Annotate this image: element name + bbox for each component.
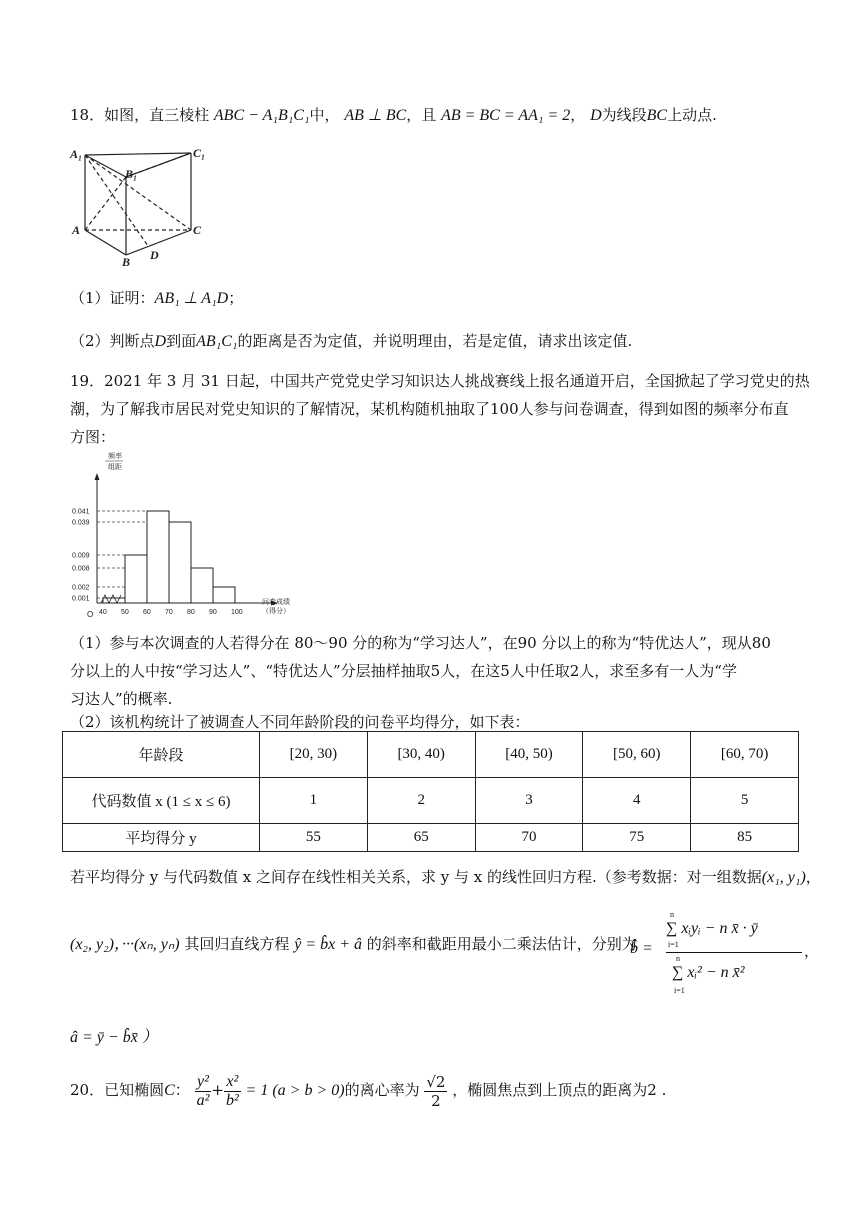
table-cell: [20, 30)	[260, 732, 368, 778]
eccentricity-fraction	[424, 1073, 447, 1110]
formula-comma: ，	[804, 944, 820, 960]
q19-pairs: (x₂, y₂)，···(xₙ, yₙ)	[70, 936, 180, 953]
y-label-top: 频率	[108, 453, 122, 460]
label-b1: B₁	[125, 167, 138, 181]
q18-part1-prefix: （1）证明：	[70, 289, 155, 307]
y-tick-label: 0.041	[72, 508, 90, 516]
b-hat-label: b̂ =	[630, 940, 653, 957]
q20-mid: 的离心率为	[344, 1081, 420, 1099]
q19-a-hat	[70, 1026, 158, 1049]
histogram-bar	[191, 568, 213, 603]
table-cell: [30, 40)	[367, 732, 475, 778]
y-squared: y²	[195, 1073, 212, 1092]
q19-line3: 方图：	[70, 428, 116, 446]
x-label-top: 问卷成绩	[262, 599, 290, 606]
x-tick-label: 90	[209, 609, 217, 616]
label-d: D	[150, 248, 159, 262]
table-cell: [40, 50)	[475, 732, 583, 778]
x-tick-label: 40	[99, 609, 107, 616]
histogram-bar	[103, 598, 125, 603]
x-label-bottom: （得分）	[262, 608, 290, 615]
table-cell: [50, 60)	[583, 732, 691, 778]
fraction-denominator	[672, 954, 802, 998]
a-hat-formula: â = ȳ − b̂x̄ ）	[70, 1029, 158, 1046]
q19-pair-1: (x₁, y₁)	[761, 869, 806, 886]
table-cell: 3	[475, 778, 583, 824]
y-tick-label: 0.002	[72, 584, 90, 592]
histogram-bar	[213, 587, 235, 603]
q20-ellipse-name: C	[164, 1082, 175, 1099]
x-squared: x²	[224, 1073, 241, 1092]
age-score-table	[62, 731, 799, 852]
q18-text: 上动点.	[667, 106, 717, 124]
table-cell: 1	[260, 778, 368, 824]
q18-equation: AB = BC = AA₁ = 2	[441, 107, 571, 124]
x-tick-label: 70	[165, 609, 173, 616]
q18-perp: AB ⊥ BC	[344, 107, 407, 124]
q19-line2: 潮，为了解我市居民对党史知识的了解情况，某机构随机抽取了100人参与问卷调查，得到如图的频率分布直	[70, 400, 789, 418]
q18-part2-suffix: 的距离是否为定值，并说明理由，若是定值，请求出该定值.	[237, 332, 633, 350]
fraction-numerator	[666, 910, 802, 953]
q18-text: 为线段	[601, 106, 647, 124]
q18-part1-math: AB₁ ⊥ A₁D	[154, 290, 229, 307]
q20-colon: ：	[174, 1081, 190, 1099]
table-cell: 75	[583, 824, 691, 852]
sum-upper-limit: n	[676, 954, 680, 963]
x-fraction	[224, 1073, 241, 1110]
q18-stem	[70, 104, 717, 127]
q18-text: ，	[570, 106, 586, 124]
q20-rhs: = 1 (a > b > 0)	[245, 1082, 345, 1099]
label-c: C	[193, 223, 202, 237]
table-row	[63, 732, 799, 778]
sum-lower-limit: i=1	[668, 940, 679, 949]
table-cell: 4	[583, 778, 691, 824]
table-cell: 65	[367, 824, 475, 852]
q18-segment: BC	[646, 107, 668, 124]
table-header-cell: 代码数值 x (1 ≤ x ≤ 6)	[63, 778, 260, 824]
x-tick-label: 60	[143, 609, 151, 616]
q19-regression-intro	[70, 866, 821, 889]
q19-formula-text-a: 其回归直线方程	[184, 935, 290, 953]
prism-figure	[68, 145, 218, 267]
origin-label: O	[87, 610, 94, 619]
y-tick-label: 0.001	[72, 595, 90, 603]
q19-part2: （2）该机构统计了被调查人不同年龄阶段的问卷平均得分，如下表：	[70, 713, 530, 731]
x-tick-label: 100	[231, 609, 243, 616]
b-hat-formula	[630, 904, 820, 1000]
q19-formula-text-b: 的斜率和截距用最小二乘法估计，分别为	[366, 935, 637, 953]
q18-text: ，且	[406, 106, 437, 124]
y-tick-label: 0.008	[72, 565, 90, 573]
table-cell: 5	[691, 778, 799, 824]
y-label-bottom: 组距	[108, 464, 122, 471]
q18-part2-prefix: （2）判断点	[70, 332, 155, 350]
table-row	[63, 824, 799, 852]
table-header-cell: 年龄段	[63, 732, 260, 778]
frequency-histogram	[68, 450, 328, 622]
q18-part2	[70, 330, 632, 353]
y-tick-label: 0.039	[72, 519, 90, 527]
label-b: B	[122, 255, 131, 267]
q18-part2-mid: 到面	[166, 332, 197, 350]
histogram-bar	[147, 511, 169, 603]
table-cell: 2	[367, 778, 475, 824]
label-a: A	[72, 223, 81, 237]
q18-point: D	[590, 107, 602, 124]
table-row	[63, 778, 799, 824]
table-header-cell: 平均得分 y	[63, 824, 260, 852]
q19-formula-line	[70, 930, 637, 959]
a-squared: a²	[196, 1091, 210, 1109]
q19-line1: 19．2021 年 3 月 31 日起，中国共产党党史学习知识达人挑战赛线上报名通道开启，全国掀起了学习党史的热	[70, 372, 810, 390]
q18-number: 18．	[70, 106, 105, 124]
label-c1: C₁	[193, 146, 206, 160]
q19-comma: ，	[805, 868, 821, 886]
b-squared: b²	[225, 1091, 239, 1109]
sum-lower-limit: i=1	[674, 986, 685, 995]
numerator-text: ∑ xᵢyᵢ − n x̄ · ȳ	[666, 920, 758, 937]
table-cell: 55	[260, 824, 368, 852]
q18-prism: ABC − A₁B₁C₁	[213, 107, 310, 124]
q19-part1-line1: （1）参与本次调查的人若得分在 80～90 分的称为“学习达人”，在90 分以上的称为“特优达人”，现从80	[70, 634, 771, 652]
sum-upper-limit: n	[670, 910, 674, 919]
label-a1: A₁	[70, 147, 83, 161]
q19-part1-line3: 习达人”的概率.	[70, 690, 173, 708]
y-fraction	[195, 1073, 212, 1110]
y-axis-arrow	[95, 473, 100, 480]
q19-regression-equation: ŷ = b̂x + â	[294, 936, 362, 953]
y-tick-label: 0.009	[72, 552, 90, 560]
q18-text: 如图，直三棱柱	[104, 106, 210, 124]
q19-part1-line2: 分以上的人中按“学习达人”、“特优达人”分层抽样抽取5人，在这5人中任取2人，求至多有一人为“学	[70, 662, 737, 680]
q20-prefix: 20．已知椭圆	[70, 1081, 165, 1099]
q20-stem: 20．已知椭圆C： $\frac{\text{y²}}{\text{a²}}$ + $\frac{\text{x²}}{\text{b²}}$ = 1 (a > b > 0)的离心率为 $\frac{√2}{2}$ ，椭圆焦点到上顶点的距离为2 .	[70, 1072, 667, 1110]
x-tick-label: 50	[121, 609, 129, 616]
denominator-text: ∑ xᵢ² − n x̄²	[672, 964, 745, 981]
table-cell: 85	[691, 824, 799, 852]
q18-text: 中，	[309, 106, 340, 124]
sqrt-two: √2	[426, 1072, 446, 1091]
q19-regression-text: 若平均得分 y 与代码数值 x 之间存在线性相关关系，求 y 与 x 的线性回归方程.（参考数据：对一组数据	[70, 868, 762, 886]
q18-part2-plane: AB₁C₁	[196, 333, 238, 350]
q18-part1	[70, 287, 243, 310]
q20-suffix: ，椭圆焦点到上顶点的距离为2 .	[452, 1081, 667, 1099]
q18-part2-point: D	[154, 333, 167, 350]
table-cell: 70	[475, 824, 583, 852]
histogram-bar	[169, 522, 191, 603]
x-tick-label: 80	[187, 609, 195, 616]
q18-part1-suffix: ；	[228, 289, 244, 307]
histogram-bar	[125, 555, 147, 603]
table-cell: [60, 70)	[691, 732, 799, 778]
two: 2	[431, 1091, 441, 1110]
